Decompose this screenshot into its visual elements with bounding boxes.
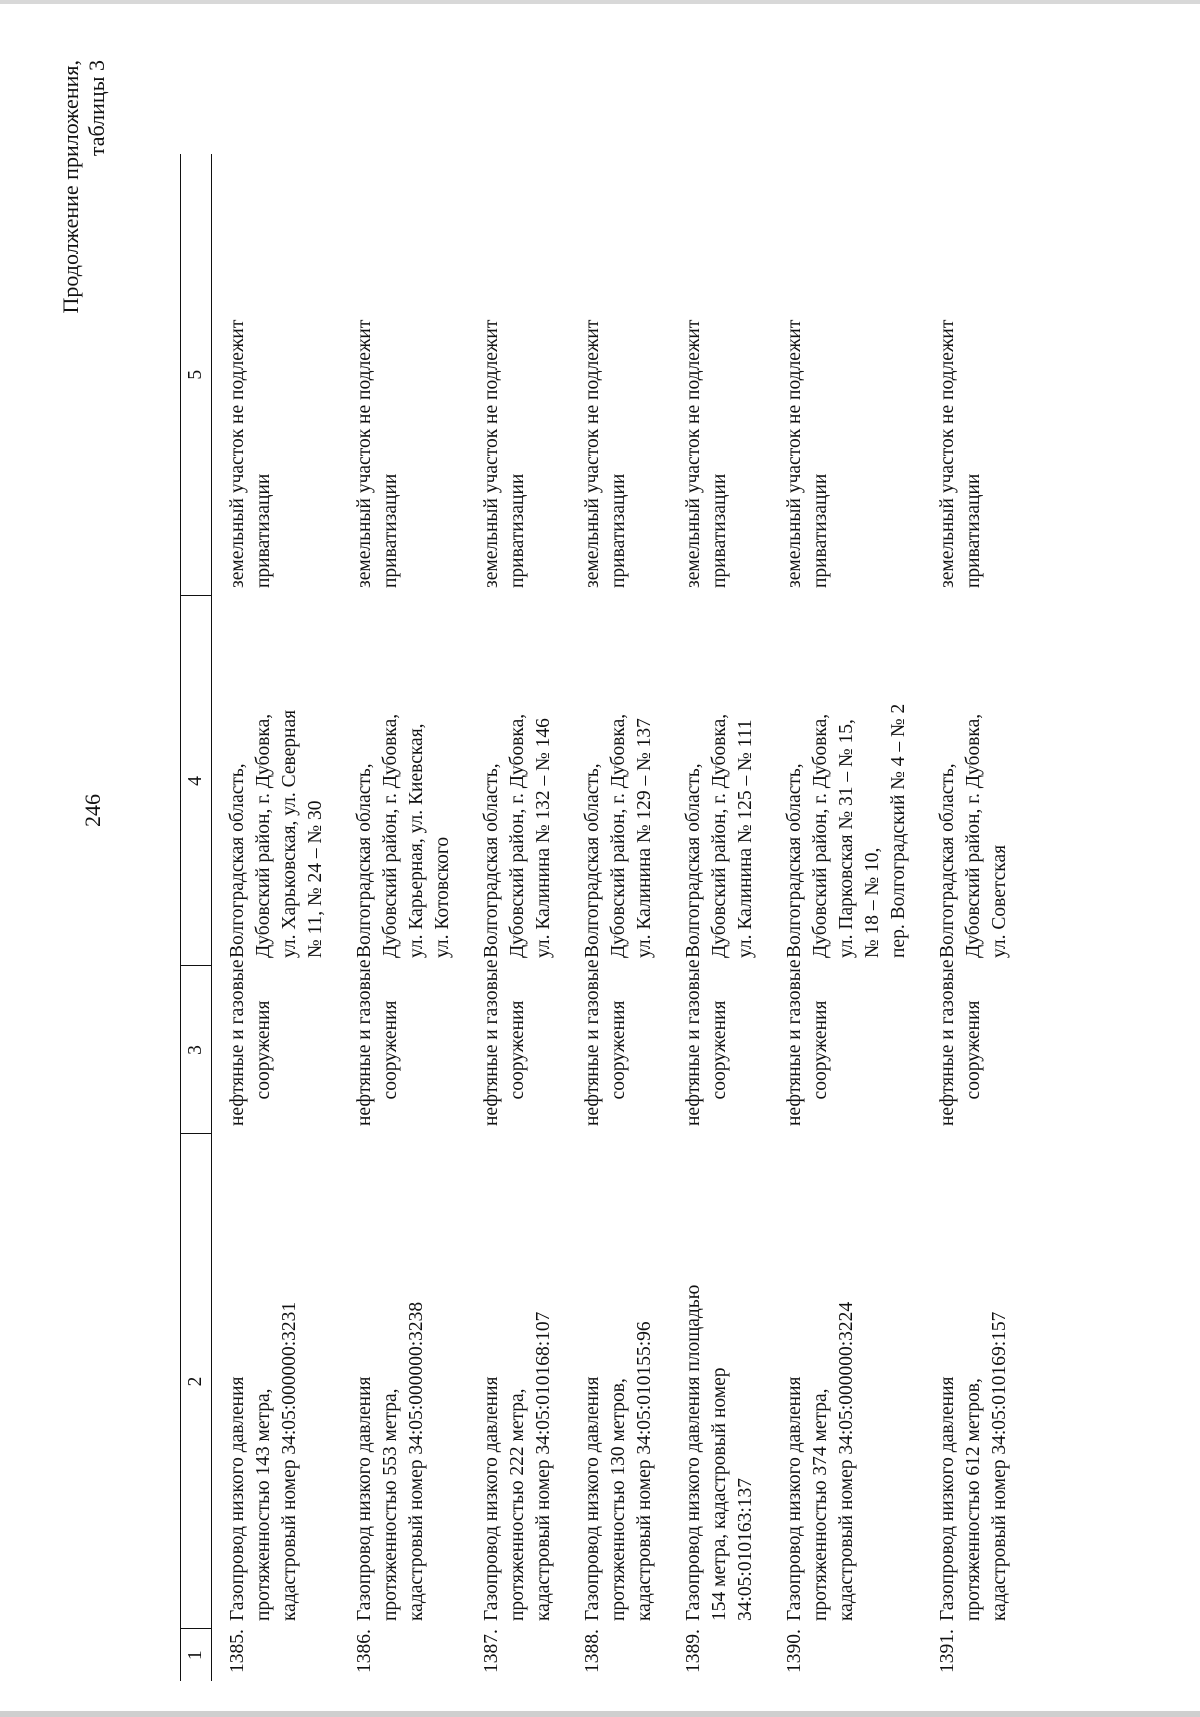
note-line: земельный участок не подлежит — [481, 319, 502, 588]
note-line: приватизации — [963, 473, 984, 588]
object-type-cell — [212, 959, 340, 1134]
object-type-line: нефтяные и газовые — [227, 959, 248, 1126]
object-name-line: Газопровод низкого давления — [784, 1376, 805, 1621]
address-line: Волгоградская область, — [784, 763, 805, 958]
object-name-cell — [769, 1134, 922, 1629]
object-name-line: 154 метра, кадастровый номер — [709, 1367, 730, 1621]
object-type-line: нефтяные и газовые — [683, 959, 704, 1126]
object-type-line: сооружения — [810, 1000, 831, 1100]
address-line: Волгоградская область, — [227, 763, 248, 958]
table-row — [668, 154, 769, 1681]
note-cell — [769, 154, 922, 596]
object-type-line: нефтяные и газовые — [937, 959, 958, 1126]
address-cell — [769, 596, 922, 966]
continuation-line-1: Продолжение приложения, — [58, 60, 83, 314]
address-line: ул. Котовского — [432, 836, 453, 958]
object-name-line: кадастровый номер 34:05:000000:3231 — [279, 1301, 300, 1621]
note-line: приватизации — [608, 473, 629, 588]
row-number: 1391. — [937, 1629, 958, 1673]
page-number: 246 — [80, 794, 105, 827]
table-row — [769, 154, 922, 1681]
object-name-line: протяженностью 130 метров, — [608, 1378, 629, 1621]
object-name-line: протяженностью 553 метра, — [380, 1388, 401, 1621]
address-line: Волгоградская область, — [683, 763, 704, 958]
address-line: Дубовский район, г. Дубовка, — [963, 713, 984, 958]
note-line: приватизации — [709, 473, 730, 588]
address-line: ул. Советская — [989, 844, 1010, 958]
header-col-3: 3 — [181, 966, 212, 1134]
object-name-line: кадастровый номер 34:05:000000:3224 — [836, 1301, 857, 1621]
address-line: Дубовский район, г. Дубовка, — [810, 713, 831, 958]
object-name-line: Газопровод низкого давления — [227, 1376, 248, 1621]
address-cell — [466, 596, 567, 966]
object-type-line: нефтяные и газовые — [582, 959, 603, 1126]
address-line: ул. Харьковская, ул. Северная — [279, 709, 300, 958]
address-line: Дубовский район, г. Дубовка, — [253, 713, 274, 958]
address-line: Волгоградская область, — [354, 763, 375, 958]
header-col-1: 1 — [181, 1629, 212, 1681]
continuation-line-2: таблицы 3 — [84, 60, 109, 157]
object-type-line: сооружения — [253, 1000, 274, 1100]
object-name-line: кадастровый номер 34:05:010155:96 — [634, 1321, 655, 1621]
row-number: 1386. — [354, 1629, 375, 1673]
object-name-line: кадастровый номер 34:05:010169:157 — [989, 1311, 1010, 1621]
address-line: ул. Парковская № 31 – № 15, — [836, 719, 857, 958]
object-type-line: нефтяные и газовые — [354, 959, 375, 1126]
object-name-line: 34:05:010163:137 — [735, 1477, 756, 1621]
note-cell — [567, 154, 668, 596]
object-name-line: Газопровод низкого давления площадью — [683, 1284, 704, 1621]
object-type-cell — [769, 959, 922, 1134]
object-name-line: протяженностью 612 метров, — [963, 1378, 984, 1621]
object-name-line: Газопровод низкого давления — [354, 1376, 375, 1621]
object-type-line: сооружения — [709, 1000, 730, 1100]
object-name-cell — [922, 1134, 1026, 1629]
header-col-5: 5 — [181, 154, 212, 596]
table-row — [466, 154, 567, 1681]
object-type-cell — [668, 959, 769, 1134]
object-name-line: протяженностью 374 метра, — [810, 1388, 831, 1621]
address-line: ул. Калинина № 129 – № 137 — [634, 718, 655, 958]
note-cell — [922, 154, 1026, 596]
note-line: земельный участок не подлежит — [227, 319, 248, 588]
object-type-cell — [466, 959, 567, 1134]
note-cell — [212, 154, 340, 596]
object-name-line: кадастровый номер 34:05:010168:107 — [533, 1311, 554, 1621]
header-row — [181, 154, 212, 1681]
object-name-cell — [212, 1134, 340, 1629]
object-name-cell — [339, 1134, 466, 1629]
object-type-line: нефтяные и газовые — [481, 959, 502, 1126]
address-line: ул. Калинина № 125 – № 111 — [735, 719, 756, 958]
address-cell — [922, 596, 1026, 966]
table-row — [339, 154, 466, 1681]
address-line: Дубовский район, г. Дубовка, — [709, 713, 730, 958]
object-name-line: протяженностью 222 метра, — [507, 1388, 528, 1621]
header-col-4: 4 — [181, 596, 212, 966]
object-type-line: сооружения — [507, 1000, 528, 1100]
address-cell — [339, 596, 466, 966]
object-name-line: протяженностью 143 метра, — [253, 1388, 274, 1621]
address-line: ул. Карьерная, ул. Киевская, — [406, 723, 427, 958]
object-name-line: Газопровод низкого давления — [481, 1376, 502, 1621]
note-line: земельный участок не подлежит — [582, 319, 603, 588]
note-line: приватизации — [810, 473, 831, 588]
address-cell — [212, 596, 340, 966]
row-number: 1389. — [683, 1629, 704, 1673]
object-type-line: сооружения — [608, 1000, 629, 1100]
address-line: № 18 – № 10, — [862, 847, 883, 958]
address-line: Волгоградская область, — [582, 763, 603, 958]
note-line: приватизации — [380, 473, 401, 588]
note-cell — [466, 154, 567, 596]
row-number: 1390. — [784, 1629, 805, 1673]
table-row — [567, 154, 668, 1681]
address-line: № 11, № 24 – № 30 — [305, 800, 326, 958]
address-cell — [668, 596, 769, 966]
scan-edge-bottom — [0, 1711, 1200, 1717]
address-line: Дубовский район, г. Дубовка, — [608, 713, 629, 958]
object-name-line: Газопровод низкого давления — [937, 1376, 958, 1621]
note-line: земельный участок не подлежит — [354, 319, 375, 588]
registry-table — [180, 154, 1026, 1681]
continuation-note — [58, 60, 110, 313]
object-name-line: Газопровод низкого давления — [582, 1376, 603, 1621]
row-number: 1385. — [227, 1629, 248, 1673]
object-name-cell — [668, 1134, 769, 1629]
note-line: приватизации — [253, 473, 274, 588]
object-type-line: нефтяные и газовые — [784, 959, 805, 1126]
note-line: земельный участок не подлежит — [784, 319, 805, 588]
address-line: Волгоградская область, — [937, 763, 958, 958]
object-type-cell — [922, 959, 1026, 1134]
address-line: Волгоградская область, — [481, 763, 502, 958]
note-cell — [339, 154, 466, 596]
address-cell — [567, 596, 668, 966]
table-row — [212, 154, 340, 1681]
note-cell — [668, 154, 769, 596]
address-line: Дубовский район, г. Дубовка, — [507, 713, 528, 958]
address-line: пер. Волгоградский № 4 – № 2 — [888, 703, 909, 958]
object-type-line: сооружения — [380, 1000, 401, 1100]
address-line: Дубовский район, г. Дубовка, — [380, 713, 401, 958]
note-line: приватизации — [507, 473, 528, 588]
object-type-cell — [567, 959, 668, 1134]
object-name-cell — [567, 1134, 668, 1629]
note-line: земельный участок не подлежит — [683, 319, 704, 588]
object-name-cell — [466, 1134, 567, 1629]
row-number: 1387. — [481, 1629, 502, 1673]
note-line: земельный участок не подлежит — [937, 319, 958, 588]
address-line: ул. Калинина № 132 – № 146 — [533, 718, 554, 958]
header-col-2: 2 — [181, 1134, 212, 1629]
object-name-line: кадастровый номер 34:05:000000:3238 — [406, 1301, 427, 1621]
object-type-cell — [339, 959, 466, 1134]
table-row — [922, 154, 1026, 1681]
object-type-line: сооружения — [963, 1000, 984, 1100]
row-number: 1388. — [582, 1629, 603, 1673]
